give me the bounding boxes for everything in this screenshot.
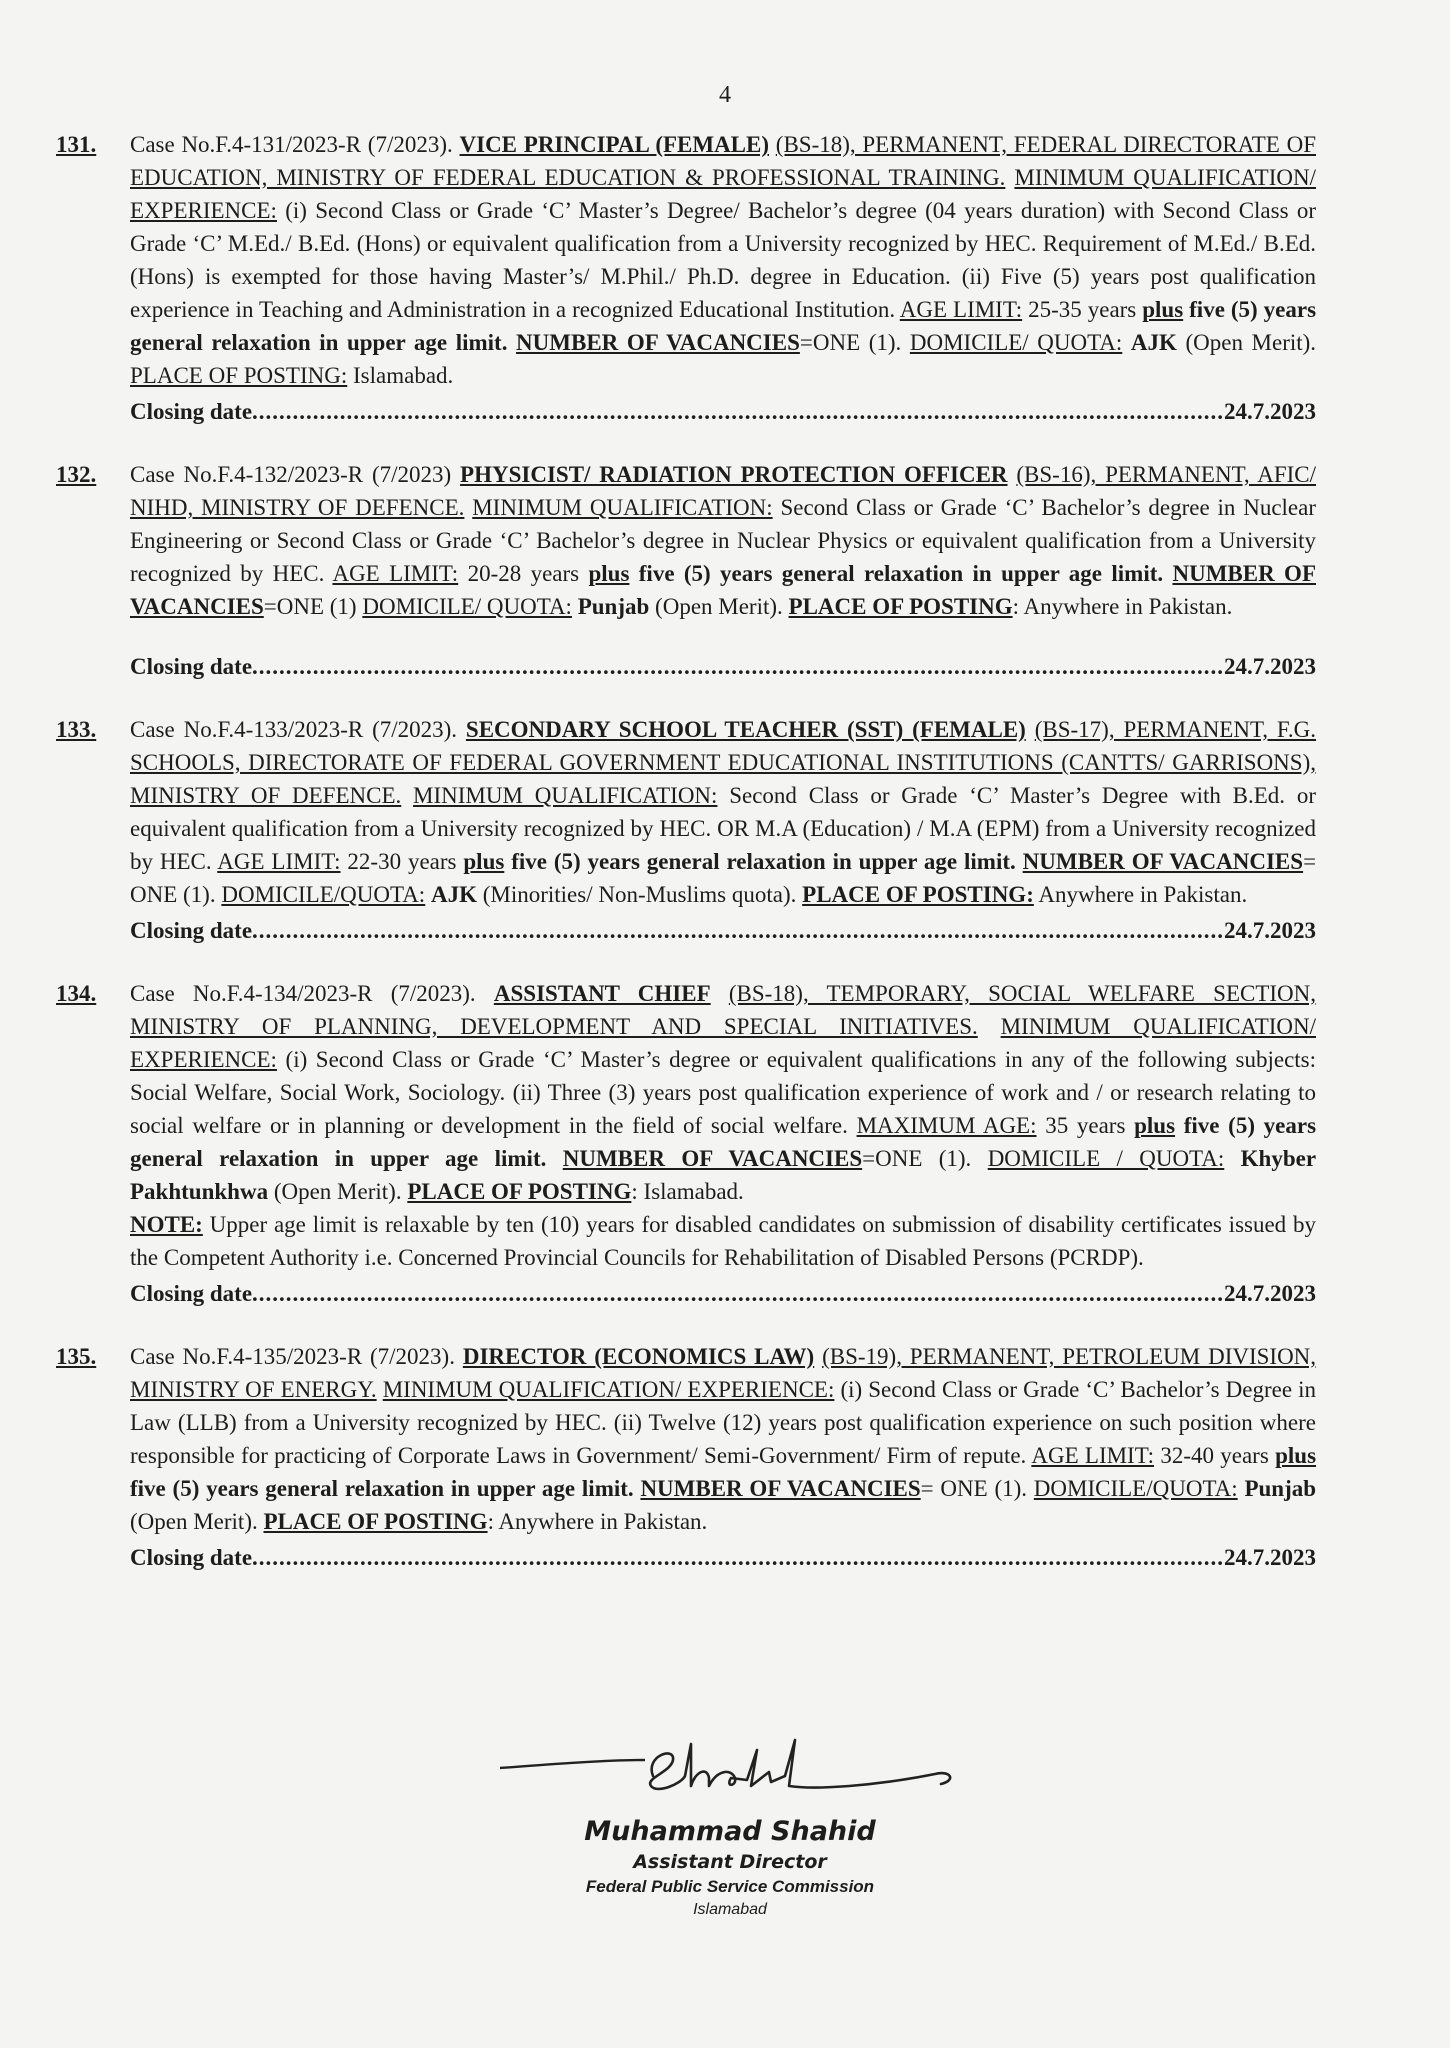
closing-label: Closing date: [130, 654, 253, 679]
age-label: AGE LIMIT:: [217, 849, 341, 874]
vacancies-value: =ONE (1): [263, 594, 357, 619]
note-paragraph: [130, 1208, 1316, 1274]
posting-value: Anywhere in Pakistan.: [1038, 882, 1248, 907]
qualification-label: MINIMUM QUALIFICATION/ EXPERIENCE:: [382, 1377, 835, 1402]
post-details: (BS-18), PERMANENT, FEDERAL DIRECTORATE OF EDUCATION, MINISTRY OF FEDERAL EDUCATION & PROFESSIONAL TRAINING.: [130, 132, 1317, 190]
handwritten-signature: [495, 1720, 965, 1810]
leader-dots: [252, 396, 1224, 428]
case-item: [56, 1340, 1316, 1574]
plus-word: plus: [1275, 1443, 1317, 1468]
case-text: [130, 1340, 1316, 1538]
age-value: 35 years: [1045, 1113, 1126, 1138]
vacancies-value: =ONE (1).: [799, 330, 902, 355]
qualification-text: (i) Second Class or Grade ‘C’ Master’s degree or equivalent qualifications in any of the following subjects: Social Welfare, Social Work, Sociology. (ii) Three (3) years post qualification experience of work and / or research relating to social welfare or in planning or development in the field of social welfare.: [130, 1047, 1317, 1138]
age-value: 25-35 years: [1028, 297, 1137, 322]
plus-word: plus: [463, 849, 505, 874]
closing-date: 24.7.2023: [1224, 918, 1316, 943]
signatory-name: Muhammad Shahid: [584, 1816, 876, 1847]
closing-date-row: [130, 651, 1316, 683]
age-value: 20-28 years: [467, 561, 580, 586]
age-value: 32-40 years: [1160, 1443, 1269, 1468]
post-title: DIRECTOR (ECONOMICS LAW): [462, 1344, 815, 1369]
qualification-label: MINIMUM QUALIFICATION/ EXPERIENCE:: [130, 1014, 1317, 1072]
case-item: [56, 128, 1316, 428]
closing-date-row: [130, 1278, 1316, 1310]
vacancies-label: NUMBER OF VACANCIES: [130, 561, 1317, 619]
closing-date: 24.7.2023: [1224, 399, 1316, 424]
vacancies-label: NUMBER OF VACANCIES: [516, 330, 800, 355]
age-label: AGE LIMIT:: [1031, 1443, 1155, 1468]
vacancies-value: =ONE (1).: [862, 1146, 972, 1171]
signatory-title: Assistant Director: [633, 1851, 827, 1873]
qualification-label: MINIMUM QUALIFICATION:: [413, 783, 718, 808]
vacancies-label: NUMBER OF VACANCIES: [640, 1476, 921, 1501]
qualification-text: (i) Second Class or Grade ‘C’ Bachelor’s Degree in Law (LLB) from a University recognized by HEC. (ii) Twelve (12) years post qualification experience on such position where responsible for practicing of Corporate Laws in Government/ Semi-Government/ Firm of repute.: [130, 1377, 1316, 1468]
closing-label: Closing date: [130, 918, 253, 943]
case-text: [130, 977, 1316, 1208]
relaxation-text: five (5) years general relaxation in upper age limit.: [638, 561, 1164, 586]
post-details: (BS-16), PERMANENT, AFIC/ NIHD, MINISTRY OF DEFENCE.: [130, 462, 1317, 520]
post-details: (BS-17), PERMANENT, F.G. SCHOOLS, DIRECTORATE OF FEDERAL GOVERNMENT EDUCATIONAL INSTITUTIONS (CANTTS/ GARRISONS), MINISTRY OF DEFENCE.: [130, 717, 1316, 808]
posting-label: PLACE OF POSTING:: [130, 363, 348, 388]
posting-value: : Islamabad.: [631, 1179, 744, 1204]
case-body: [130, 1340, 1316, 1574]
leader-dots: [252, 1278, 1224, 1310]
domicile-label: DOMICILE/QUOTA:: [1033, 1476, 1238, 1501]
case-text: [130, 128, 1316, 392]
case-number: 132.: [56, 462, 97, 487]
leader-dots: [252, 915, 1224, 947]
domicile-label: DOMICILE/QUOTA:: [221, 882, 426, 907]
age-label: AGE LIMIT:: [899, 297, 1023, 322]
domicile-note: (Minorities/ Non-Muslims quota).: [482, 882, 797, 907]
post-title: ASSISTANT CHIEF: [493, 981, 711, 1006]
age-label: AGE LIMIT:: [332, 561, 459, 586]
closing-date: 24.7.2023: [1224, 1545, 1316, 1570]
closing-date: 24.7.2023: [1224, 1281, 1316, 1306]
domicile-value: AJK: [1130, 330, 1177, 355]
closing-date-row: [130, 1542, 1316, 1574]
signature-block: [430, 1720, 1030, 1919]
case-number: 133.: [56, 717, 97, 742]
posting-value: Islamabad.: [353, 363, 454, 388]
case-reference: Case No.F.4-132/2023-R (7/2023): [130, 462, 452, 487]
domicile-note: (Open Merit).: [130, 1509, 258, 1534]
closing-label: Closing date: [130, 1545, 253, 1570]
age-label: MAXIMUM AGE:: [856, 1113, 1037, 1138]
domicile-value: Khyber Pakhtunkhwa: [130, 1146, 1317, 1204]
posting-value: : Anywhere in Pakistan.: [1012, 594, 1233, 619]
plus-word: plus: [588, 561, 630, 586]
qualification-label: MINIMUM QUALIFICATION:: [472, 495, 773, 520]
case-reference: Case No.F.4-135/2023-R (7/2023).: [130, 1344, 455, 1369]
note-label: NOTE:: [130, 1212, 203, 1237]
posting-value: : Anywhere in Pakistan.: [487, 1509, 708, 1534]
page-number: 4: [719, 82, 731, 108]
relaxation-text: five (5) years general relaxation in upper age limit.: [511, 849, 1016, 874]
case-body: [130, 458, 1316, 683]
domicile-note: (Open Merit).: [1185, 330, 1317, 355]
post-details: (BS-19), PERMANENT, PETROLEUM DIVISION, MINISTRY OF ENERGY.: [130, 1344, 1317, 1402]
leader-dots: [252, 1542, 1224, 1574]
post-title: VICE PRINCIPAL (FEMALE): [459, 132, 770, 157]
closing-date-row: [130, 915, 1316, 947]
case-body: [130, 977, 1316, 1310]
case-number: 131.: [56, 132, 97, 157]
post-title: PHYSICIST/ RADIATION PROTECTION OFFICER: [460, 462, 1008, 487]
closing-label: Closing date: [130, 399, 253, 424]
case-reference: Case No.F.4-133/2023-R (7/2023).: [130, 717, 458, 742]
relaxation-text: five (5) years general relaxation in upper age limit.: [130, 1476, 634, 1501]
case-text: [130, 713, 1316, 911]
case-item: [56, 713, 1316, 947]
qualification-text: Second Class or Grade ‘C’ Bachelor’s degree in Nuclear Engineering or Second Class or Grade ‘C’ Bachelor’s degree in Nuclear Physics or equivalent qualification from a University recognized by HEC.: [130, 495, 1317, 586]
vacancies-label: NUMBER OF VACANCIES: [562, 1146, 863, 1171]
plus-word: plus: [1142, 297, 1184, 322]
vacancies-value: = ONE (1).: [130, 849, 1317, 907]
closing-label: Closing date: [130, 1281, 253, 1306]
domicile-label: DOMICILE/ QUOTA:: [362, 594, 572, 619]
vacancies-label: NUMBER OF VACANCIES: [1022, 849, 1304, 874]
qualification-text: Second Class or Grade ‘C’ Master’s Degree with B.Ed. or equivalent qualification from a University recognized by HEC. OR M.A (Education) / M.A (EPM) from a University recognized by HEC.: [130, 783, 1316, 874]
case-reference: Case No.F.4-131/2023-R (7/2023).: [130, 132, 453, 157]
post-title: SECONDARY SCHOOL TEACHER (SST) (FEMALE): [465, 717, 1026, 742]
case-text: [130, 458, 1316, 623]
post-details: (BS-18), TEMPORARY, SOCIAL WELFARE SECTION, MINISTRY OF PLANNING, DEVELOPMENT AND SPECIAL INITIATIVES.: [130, 981, 1317, 1039]
posting-label: PLACE OF POSTING:: [802, 882, 1034, 907]
case-item: [56, 458, 1316, 683]
plus-word: plus: [1134, 1113, 1176, 1138]
domicile-value: AJK: [430, 882, 477, 907]
case-list: [56, 128, 1316, 1604]
domicile-label: DOMICILE / QUOTA:: [987, 1146, 1225, 1171]
domicile-note: (Open Merit).: [273, 1179, 402, 1204]
closing-date-row: [130, 396, 1316, 428]
closing-date: 24.7.2023: [1224, 654, 1316, 679]
vacancies-value: = ONE (1).: [920, 1476, 1028, 1501]
leader-dots: [252, 651, 1224, 683]
signatory-organization: Federal Public Service Commission: [585, 1877, 875, 1896]
case-reference: Case No.F.4-134/2023-R (7/2023).: [130, 981, 476, 1006]
age-value: 22-30 years: [347, 849, 457, 874]
relaxation-text: five (5) years general relaxation in upper age limit.: [130, 1113, 1317, 1171]
relaxation-text: five (5) years general relaxation in upper age limit.: [130, 297, 1317, 355]
posting-label: PLACE OF POSTING: [407, 1179, 632, 1204]
qualification-label: MINIMUM QUALIFICATION/ EXPERIENCE:: [130, 165, 1316, 223]
domicile-value: Punjab: [577, 594, 650, 619]
case-body: [130, 128, 1316, 428]
case-number: 134.: [56, 981, 97, 1006]
case-item: [56, 977, 1316, 1310]
signatory-city: Islamabad: [693, 1901, 767, 1918]
case-body: [130, 713, 1316, 947]
qualification-text: (i) Second Class or Grade ‘C’ Master’s Degree/ Bachelor’s degree (04 years duration) with Second Class or Grade ‘C’ M.Ed./ B.Ed. (Hons) or equivalent qualification from a University recognized by HEC. Requirement of M.Ed./ B.Ed. (Hons) is exempted for those having Master’s/ M.Phil./ Ph.D. degree in Education. (ii) Five (5) years post qualification experience in Teaching and Administration in a recognized Educational Institution.: [130, 198, 1316, 322]
domicile-note: (Open Merit).: [655, 594, 783, 619]
note-text: Upper age limit is relaxable by ten (10) years for disabled candidates on submission of disability certificates issued by the Competent Authority i.e. Concerned Provincial Councils for Rehabilitation of Disabled Persons (PCRDP).: [130, 1212, 1316, 1270]
domicile-label: DOMICILE/ QUOTA:: [909, 330, 1123, 355]
case-number: 135.: [56, 1344, 97, 1369]
posting-label: PLACE OF POSTING: [263, 1509, 488, 1534]
posting-label: PLACE OF POSTING: [788, 594, 1013, 619]
domicile-value: Punjab: [1244, 1476, 1317, 1501]
